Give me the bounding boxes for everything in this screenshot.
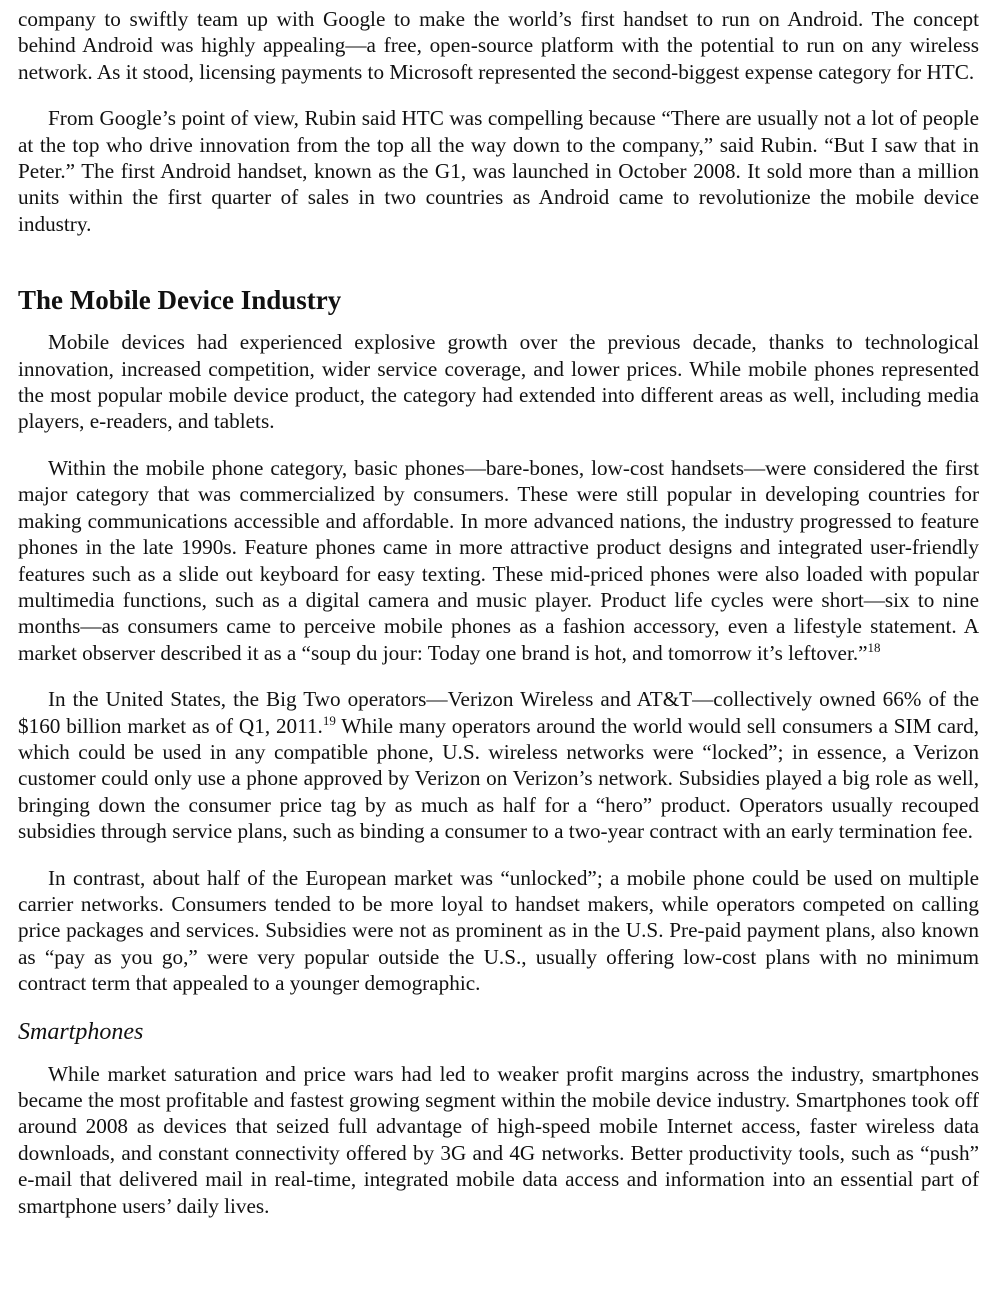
paragraph-us-operators-text-start: In the United States, the Big Two operators—Verizon Wireless and AT&T—collectively owned 66% of the $160 billion market as of Q1, 2011. (18, 687, 979, 738)
paragraph-mobile-phone-category (18, 455, 979, 666)
paragraph-us-operators (18, 686, 979, 844)
paragraph-mobile-phone-category-text: Within the mobile phone category, basic phones—bare-bones, low-cost handsets—were considered the first major category that was commercialized by consumers. These were still popular in developing countries for making communications accessible and affordable. In more advanced nations, the industry progressed to feature phones in the late 1990s. Feature phones came in more attractive product designs and integrated user-friendly features such as a slide out keyboard for easy texting. These mid-priced phones were also loaded with popular multimedia functions, such as a digital camera and music player. Product life cycles were short—six to nine months—as consumers came to perceive mobile phones as a fashion accessory, even a lifestyle statement. A market observer described it as a “soup du jour: Today one brand is hot, and tomorrow it’s leftover.” (18, 455, 979, 665)
paragraph-smartphones: While market saturation and price wars had led to weaker profit margins across the industry, smartphones became the most profitable and fastest growing segment within the mobile device industry. Smartphones took off around 2008 as devices that seized full advantage of high-speed mobile Internet access, faster wireless data downloads, and constant connectivity offered by 3G and 4G networks. Better productivity tools, such as “push” e-mail that delivered mail in real-time, integrated mobile data access and information into an essential part of smartphone users’ daily lives. (18, 1061, 979, 1218)
paragraph-htc-google: company to swiftly team up with Google to make the world’s first handset to run on Android. The concept behind Android was highly appealing—a free, open-source platform with the potential to run on any wireless network. As it stood, licensing payments to Microsoft represented the second-biggest expense category for HTC. (18, 7, 979, 84)
paragraph-us-operators-text-end: While many operators around the world would sell consumers a SIM card, which could be used in any compatible phone, U.S. wireless networks were “locked”; in essence, a Verizon customer could only use a phone approved by Verizon on Verizon’s network. Subsidies played a big role as well, bringing down the consumer price tag by as much as half for a “hero” product. Operators usually recouped subsidies through service plans, such as binding a consumer to a two-year contract with an early termination fee. (18, 713, 979, 844)
footnote-ref-19: 19 (322, 712, 336, 728)
footnote-ref-18: 18 (867, 639, 881, 655)
paragraph-european-market: In contrast, about half of the European market was “unlocked”; a mobile phone could be used on multiple carrier networks. Consumers tended to be more loyal to handset makers, while operators competed on calling price packages and services. Subsidies were not as prominent as in the U.S. Pre-paid payment plans, also known as “pay as you go,” were very popular outside the U.S., usually offering low-cost plans with no minimum contract term that appealed to a younger demographic. (18, 865, 979, 996)
subsection-heading-smartphones: Smartphones (18, 1018, 144, 1045)
section-heading-mobile-device-industry: The Mobile Device Industry (18, 285, 342, 316)
paragraph-rubin-quote: From Google’s point of view, Rubin said HTC was compelling because “There are usually not a lot of people at the top who drive innovation from the top all the way down to the company,” said Rubin. “But I saw that in Peter.” The first Android handset, known as the G1, was launched in October 2008. It sold more than a million units within the first quarter of sales in two countries as Android came to revolutionize the mobile device industry. (18, 106, 979, 236)
document-page (18, 6, 979, 1239)
paragraph-mobile-growth: Mobile devices had experienced explosive growth over the previous decade, thanks to technological innovation, increased competition, wider service coverage, and lower prices. While mobile phones represented the most popular mobile device product, the category had extended into different areas as well, including media players, e-readers, and tablets. (18, 330, 979, 434)
